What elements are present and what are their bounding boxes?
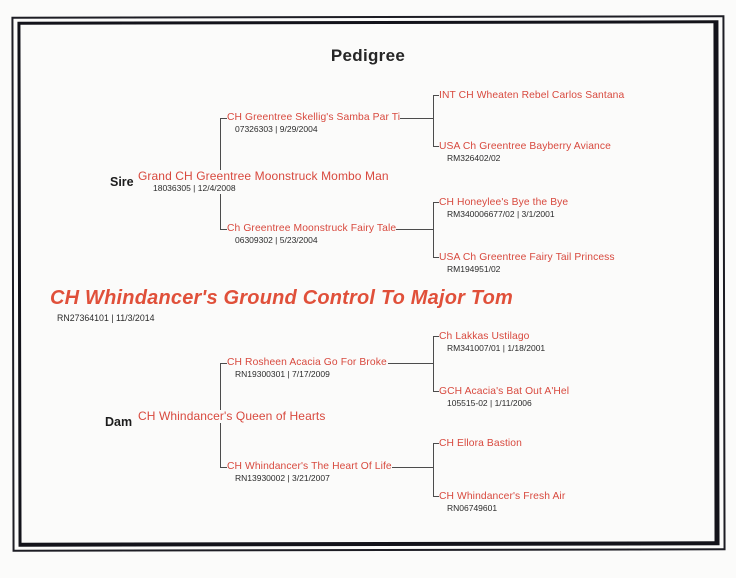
subject-reg-number: RN27364101 | 11/3/2014 — [57, 313, 155, 323]
dog-name: CH Rosheen Acacia Go For Broke — [227, 357, 387, 368]
dog-reg-number: 06309302 | 5/23/2004 — [235, 235, 318, 245]
dog-name: USA Ch Greentree Fairy Tail Princess — [439, 252, 615, 263]
connector-heart-of-life — [388, 467, 433, 468]
dog-name: Ch Lakkas Ustilago — [439, 331, 530, 342]
gen3-bracket-4-spine — [433, 443, 434, 497]
dog-reg-number: RN13930002 | 3/21/2007 — [235, 473, 330, 483]
dog-reg-number: RM326402/02 — [447, 153, 501, 163]
gen3-bracket-3-spine — [433, 336, 434, 392]
dog-name: Grand CH Greentree Moonstruck Mombo Man — [138, 169, 389, 183]
sire-node — [138, 170, 389, 194]
gen3-node-1 — [439, 141, 611, 164]
dog-reg-number: RM341007/01 | 1/18/2001 — [447, 343, 546, 353]
dog-reg-number: RM340006677/02 | 3/1/2001 — [447, 209, 555, 219]
subject-node — [50, 286, 513, 324]
dog-name: USA Ch Greentree Bayberry Aviance — [439, 141, 611, 152]
dog-name: GCH Acacia's Bat Out A'Hel — [439, 386, 570, 397]
gen3-node-3 — [439, 252, 615, 275]
dog-reg-number: 07326303 | 9/29/2004 — [235, 124, 318, 134]
subject-dog-name: CH Whindancer's Ground Control To Major Tom — [50, 287, 513, 309]
sire-parents-bracket-tick-top — [220, 118, 227, 119]
dog-reg-number: 105515-02 | 1/11/2006 — [447, 398, 532, 408]
dog-name: CH Ellora Bastion — [439, 438, 522, 449]
sire-label: Sire — [110, 175, 134, 189]
connector-go-for-broke — [388, 363, 433, 364]
gen2-node-3 — [227, 461, 392, 484]
gen2-node-2 — [227, 357, 387, 380]
dog-name: INT CH Wheaten Rebel Carlos Santana — [439, 90, 625, 101]
dog-reg-number: RM194951/02 — [447, 264, 501, 274]
dog-name: CH Greentree Skellig's Samba Par Ti — [227, 112, 401, 123]
gen3-bracket-2-spine — [433, 202, 434, 258]
dog-name: CH Whindancer's Queen of Hearts — [138, 409, 326, 423]
gen2-node-1 — [227, 223, 396, 246]
gen3-node-5 — [439, 386, 569, 409]
gen3-node-7 — [439, 491, 565, 514]
dog-name: CH Whindancer's The Heart Of Life — [227, 461, 392, 472]
dog-name: CH Whindancer's Fresh Air — [439, 491, 566, 502]
dam-node — [138, 410, 325, 423]
gen2-node-0 — [227, 112, 400, 135]
gen3-bracket-1-spine — [433, 95, 434, 147]
dam-label: Dam — [105, 415, 133, 429]
dog-reg-number: 18036305 | 12/4/2008 — [153, 183, 236, 193]
dog-reg-number: RN06749601 — [447, 503, 498, 513]
dog-reg-number: RN19300301 | 7/17/2009 — [235, 369, 330, 379]
gen3-node-2 — [439, 197, 568, 220]
dog-name: CH Honeylee's Bye the Bye — [439, 197, 569, 208]
dam-parents-bracket-tick-bottom — [220, 467, 227, 468]
gen3-node-6 — [439, 438, 522, 450]
dam-parents-bracket-tick-top — [220, 363, 227, 364]
dog-name: Ch Greentree Moonstruck Fairy Tale — [227, 223, 397, 234]
sire-parents-bracket-tick-bottom — [220, 229, 227, 230]
gen3-node-4 — [439, 331, 545, 354]
page-title: Pedigree — [330, 46, 406, 65]
gen3-node-0 — [439, 90, 624, 102]
